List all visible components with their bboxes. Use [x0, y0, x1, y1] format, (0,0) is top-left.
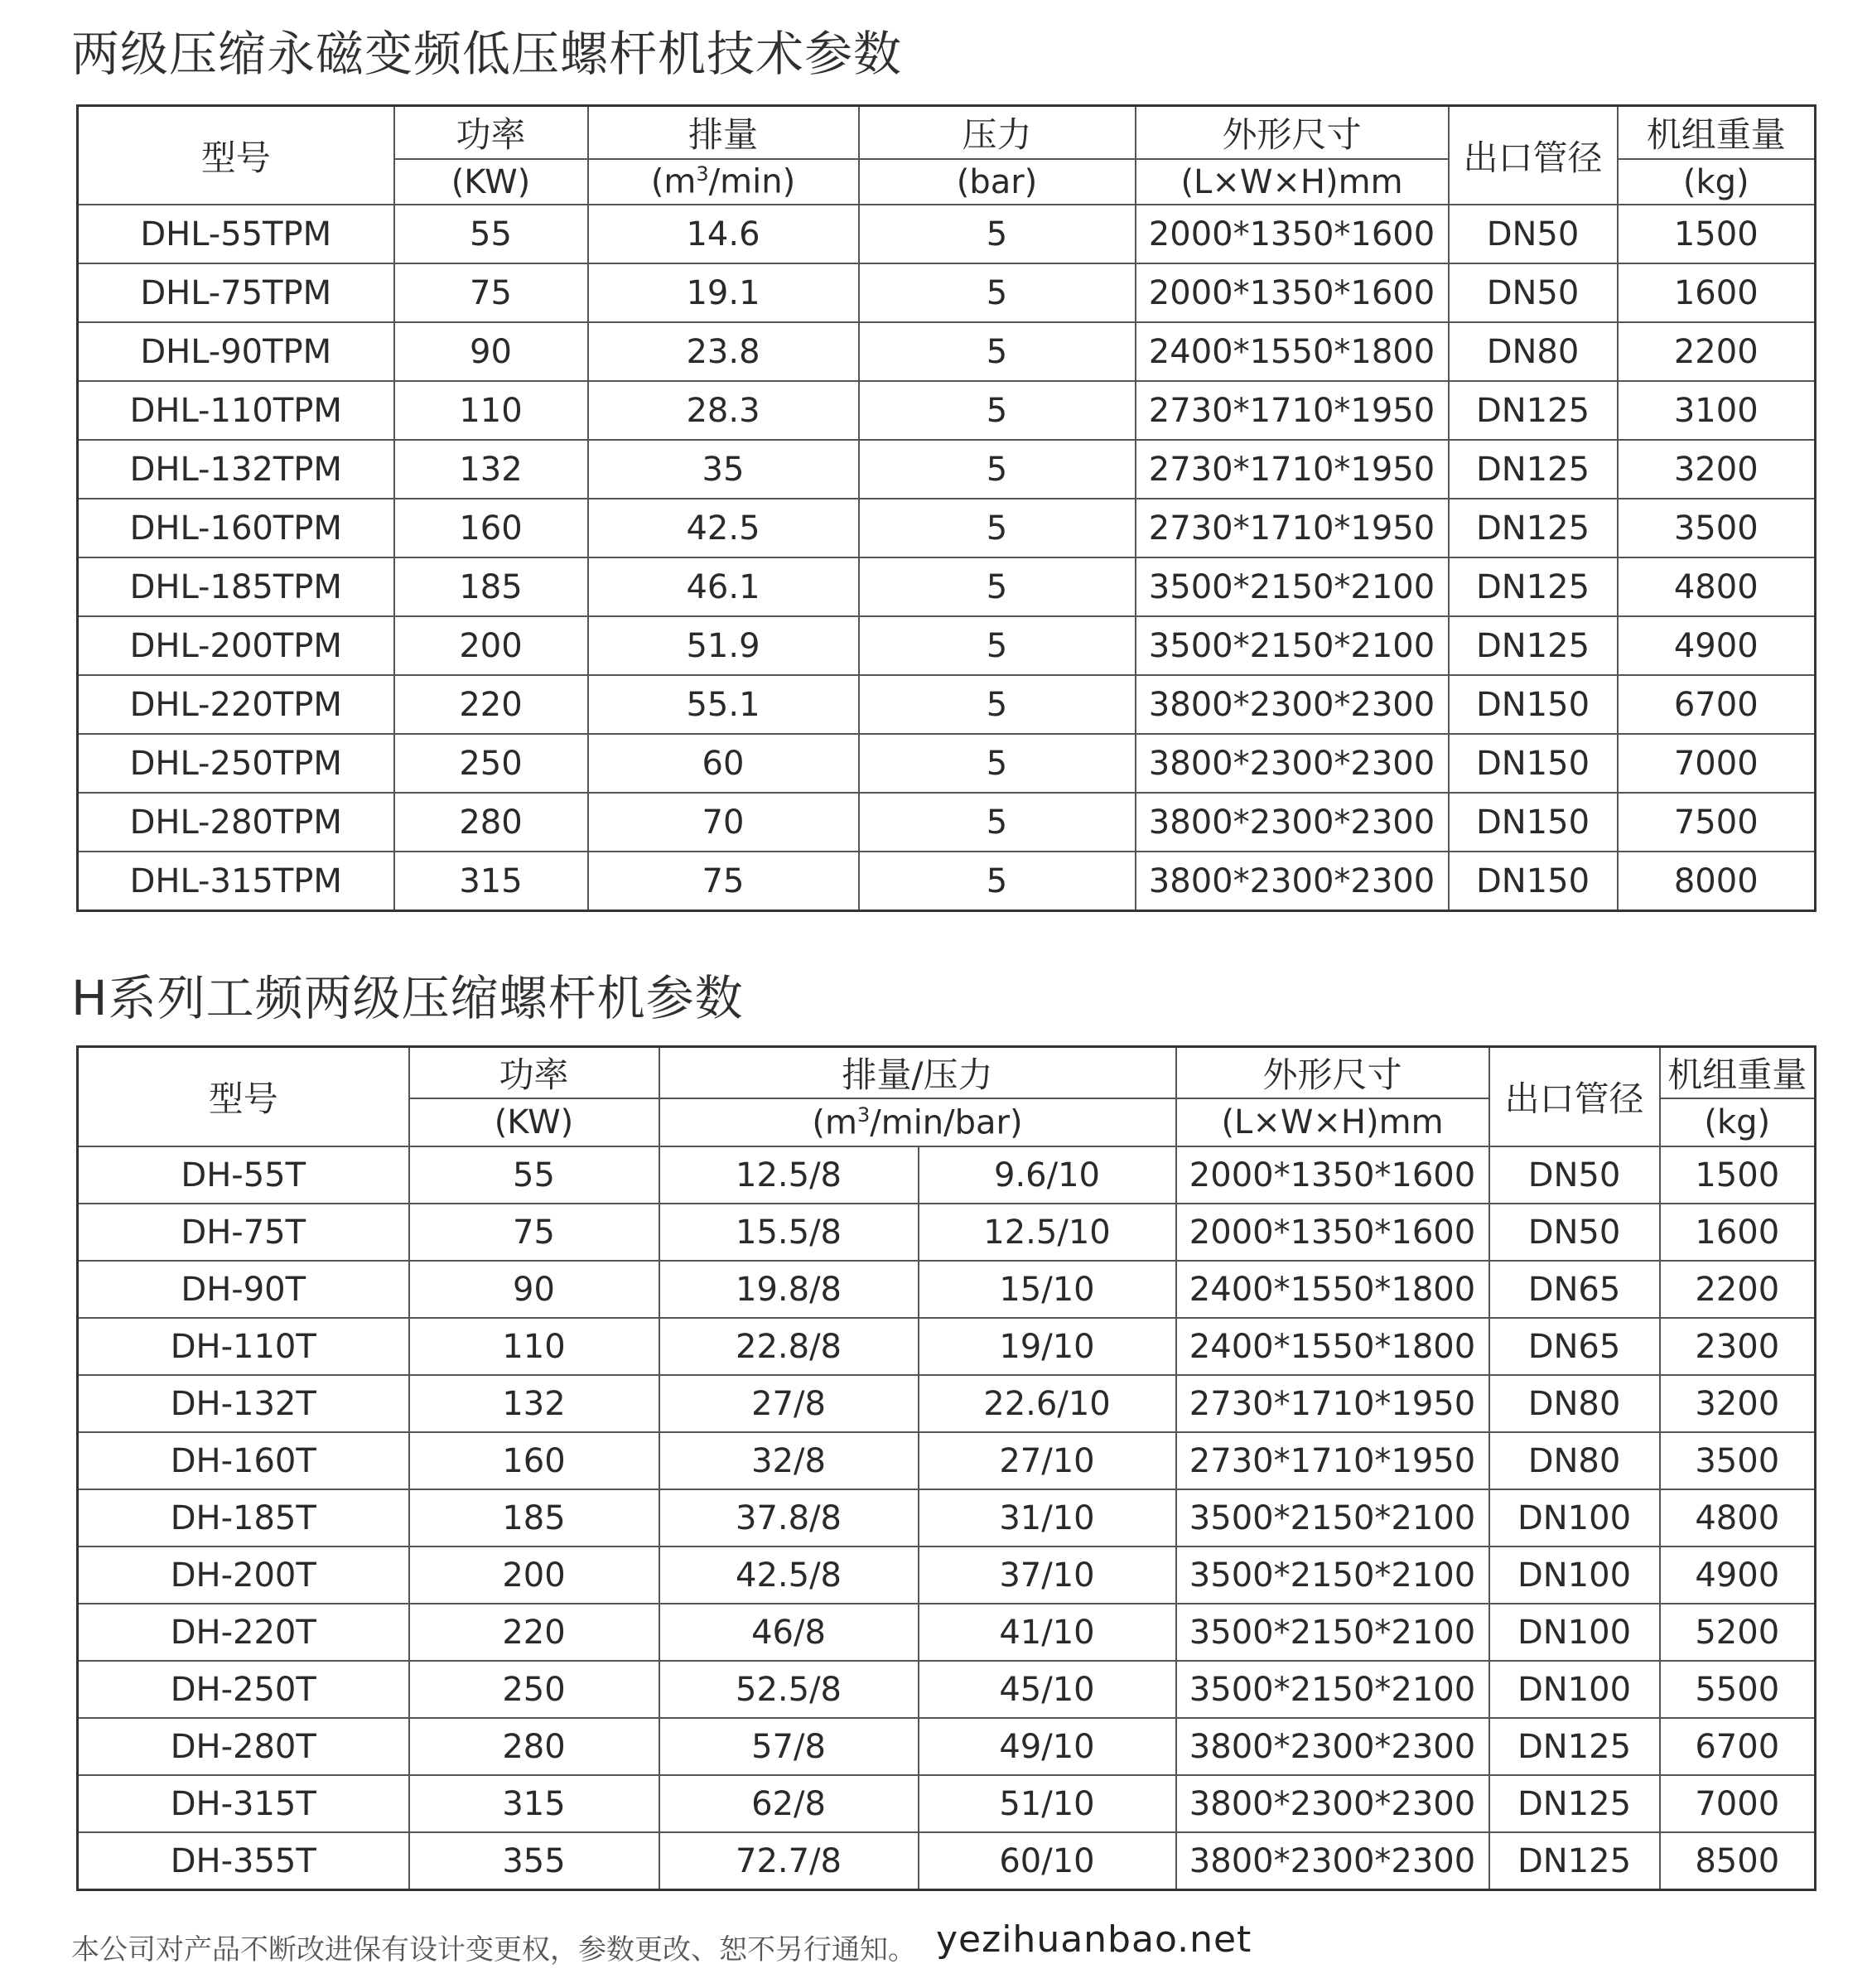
cell-outlet: DN80: [1449, 322, 1618, 381]
table-row: [78, 557, 1816, 616]
table-row: [78, 1432, 1816, 1489]
table-row: [78, 381, 1816, 440]
table-row: [78, 440, 1816, 499]
cell-model: DH-110T: [78, 1318, 409, 1375]
cell-flow: 42.5: [588, 499, 859, 557]
cell-pressure: 5: [859, 557, 1136, 616]
cell-power: 75: [394, 263, 588, 322]
cell-power: 185: [394, 557, 588, 616]
table-row: [78, 793, 1816, 852]
cell-outlet: DN125: [1489, 1775, 1660, 1832]
table1-body: [78, 205, 1816, 911]
cell-model: DHL-280TPM: [78, 793, 394, 852]
cell-weight: 2200: [1660, 1261, 1816, 1318]
cell-weight: 5200: [1660, 1604, 1816, 1661]
table1-title: 两级压缩永磁变频低压螺杆机技术参数: [71, 26, 903, 82]
cell-weight: 4800: [1660, 1489, 1816, 1546]
cell-power: 132: [394, 440, 588, 499]
header-flow-unit: $(m^3/\min)$: [588, 159, 859, 205]
header-power: 功率: [394, 106, 588, 160]
cell-outlet: DN100: [1489, 1604, 1660, 1661]
cell-pressure: 5: [859, 440, 1136, 499]
table2-title: H系列工频两级压缩螺杆机参数: [71, 970, 744, 1026]
cell-power: 220: [394, 675, 588, 734]
cell-outlet: DN150: [1449, 734, 1618, 793]
table2-body: [78, 1146, 1816, 1890]
header-flow: 排量: [588, 106, 859, 160]
cell-model: DH-55T: [78, 1146, 409, 1204]
cell-flow: 62/8: [659, 1775, 919, 1832]
cell-pressure: 5: [859, 793, 1136, 852]
cell-model: DH-90T: [78, 1261, 409, 1318]
cell-dims: 3500*2150*2100: [1176, 1604, 1489, 1661]
cell-model: DHL-75TPM: [78, 263, 394, 322]
cell-model: DH-355T: [78, 1832, 409, 1890]
cell-outlet: DN50: [1489, 1146, 1660, 1204]
cell-dims: 3800*2300*2300: [1136, 852, 1449, 911]
cell-dims: 3500*2150*2100: [1136, 616, 1449, 675]
cell-pressure: 5: [859, 205, 1136, 263]
header-model: 型号: [78, 106, 394, 205]
cell-dims: 3500*2150*2100: [1136, 557, 1449, 616]
cell-dims: 3800*2300*2300: [1136, 734, 1449, 793]
header-dims: 外形尺寸: [1176, 1047, 1489, 1099]
cell-weight: 8500: [1660, 1832, 1816, 1890]
table-row: [78, 1718, 1816, 1775]
cell-flow: 19.8/8: [659, 1261, 919, 1318]
table-row: [78, 1261, 1816, 1318]
cell-pressure: 5: [859, 852, 1136, 911]
cell-power: 90: [409, 1261, 659, 1318]
cell-pressure: 5: [859, 734, 1136, 793]
cell-flow: 52.5/8: [659, 1661, 919, 1718]
cell-outlet: DN50: [1449, 205, 1618, 263]
cell-weight: 7500: [1618, 793, 1816, 852]
cell-power: 132: [409, 1375, 659, 1432]
cell-outlet: DN125: [1489, 1832, 1660, 1890]
cell-flow: 37.8/8: [659, 1489, 919, 1546]
table-row: [78, 852, 1816, 911]
cell-weight: 6700: [1618, 675, 1816, 734]
cell-dims: 2730*1710*1950: [1176, 1432, 1489, 1489]
cell-model: DH-220T: [78, 1604, 409, 1661]
cell-outlet: DN125: [1449, 616, 1618, 675]
cell-pressure: 12.5/10: [919, 1204, 1176, 1261]
cell-weight: 3200: [1660, 1375, 1816, 1432]
header-power-unit: (KW): [409, 1098, 659, 1146]
table-row: [78, 1546, 1816, 1604]
cell-flow: 19.1: [588, 263, 859, 322]
cell-weight: 3200: [1618, 440, 1816, 499]
cell-power: 160: [409, 1432, 659, 1489]
header-pressure-unit: (bar): [859, 159, 1136, 205]
cell-power: 55: [409, 1146, 659, 1204]
header-flow-pressure: 排量/压力: [659, 1047, 1176, 1099]
table-row: [78, 1318, 1816, 1375]
cell-dims: 2400*1550*1800: [1176, 1261, 1489, 1318]
cell-pressure: 22.6/10: [919, 1375, 1176, 1432]
cell-model: DH-75T: [78, 1204, 409, 1261]
cell-dims: 2730*1710*1950: [1136, 499, 1449, 557]
table-row: [78, 616, 1816, 675]
spec-table-permanent-magnet: [76, 104, 1817, 912]
cell-pressure: 5: [859, 675, 1136, 734]
cell-model: DH-200T: [78, 1546, 409, 1604]
cell-power: 160: [394, 499, 588, 557]
cell-model: DHL-110TPM: [78, 381, 394, 440]
table-row: [78, 1604, 1816, 1661]
cell-model: DHL-250TPM: [78, 734, 394, 793]
table-row: [78, 205, 1816, 263]
cell-power: 250: [394, 734, 588, 793]
cell-power: 315: [409, 1775, 659, 1832]
cell-outlet: DN150: [1449, 675, 1618, 734]
cell-pressure: 41/10: [919, 1604, 1176, 1661]
header-outlet: 出口管径: [1489, 1047, 1660, 1147]
cell-weight: 7000: [1618, 734, 1816, 793]
table-row: [78, 1204, 1816, 1261]
cell-weight: 7000: [1660, 1775, 1816, 1832]
cell-flow: 60: [588, 734, 859, 793]
cell-dims: 3800*2300*2300: [1176, 1718, 1489, 1775]
table-row: [78, 1146, 1816, 1204]
cell-flow: 51.9: [588, 616, 859, 675]
cell-power: 200: [409, 1546, 659, 1604]
cell-power: 355: [409, 1832, 659, 1890]
cell-power: 315: [394, 852, 588, 911]
cell-weight: 2200: [1618, 322, 1816, 381]
cell-power: 110: [409, 1318, 659, 1375]
cell-outlet: DN125: [1489, 1718, 1660, 1775]
cell-dims: 2730*1710*1950: [1176, 1375, 1489, 1432]
table-row: [78, 1661, 1816, 1718]
cell-outlet: DN150: [1449, 793, 1618, 852]
cell-pressure: 5: [859, 499, 1136, 557]
cell-pressure: 15/10: [919, 1261, 1176, 1318]
cell-model: DH-160T: [78, 1432, 409, 1489]
cell-outlet: DN150: [1449, 852, 1618, 911]
cell-power: 280: [409, 1718, 659, 1775]
cell-flow: 72.7/8: [659, 1832, 919, 1890]
header-weight-unit: (kg): [1618, 159, 1816, 205]
cell-pressure: 9.6/10: [919, 1146, 1176, 1204]
cell-dims: 2000*1350*1600: [1136, 205, 1449, 263]
cell-pressure: 5: [859, 263, 1136, 322]
cell-dims: 3500*2150*2100: [1176, 1489, 1489, 1546]
cell-outlet: DN125: [1449, 440, 1618, 499]
cell-power: 90: [394, 322, 588, 381]
cell-outlet: DN50: [1449, 263, 1618, 322]
header-power: 功率: [409, 1047, 659, 1099]
cell-flow: 23.8: [588, 322, 859, 381]
cell-dims: 2000*1350*1600: [1176, 1204, 1489, 1261]
header-model: 型号: [78, 1047, 409, 1147]
header-outlet: 出口管径: [1449, 106, 1618, 205]
cell-model: DH-280T: [78, 1718, 409, 1775]
cell-dims: 3800*2300*2300: [1176, 1775, 1489, 1832]
cell-dims: 2400*1550*1800: [1136, 322, 1449, 381]
cell-model: DHL-315TPM: [78, 852, 394, 911]
cell-power: 250: [409, 1661, 659, 1718]
cell-dims: 2730*1710*1950: [1136, 381, 1449, 440]
cell-outlet: DN100: [1489, 1661, 1660, 1718]
header-weight: 机组重量: [1618, 106, 1816, 160]
cell-weight: 1600: [1660, 1204, 1816, 1261]
cell-weight: 3500: [1618, 499, 1816, 557]
cell-flow: 75: [588, 852, 859, 911]
cell-weight: 4900: [1660, 1546, 1816, 1604]
table-row: [78, 1375, 1816, 1432]
header-pressure: 压力: [859, 106, 1136, 160]
cell-outlet: DN125: [1449, 381, 1618, 440]
cell-weight: 1600: [1618, 263, 1816, 322]
cell-weight: 3100: [1618, 381, 1816, 440]
cell-model: DH-132T: [78, 1375, 409, 1432]
cell-outlet: DN100: [1489, 1489, 1660, 1546]
cell-outlet: DN125: [1449, 557, 1618, 616]
cell-model: DHL-132TPM: [78, 440, 394, 499]
table-row: [78, 675, 1816, 734]
cell-power: 280: [394, 793, 588, 852]
cell-weight: 2300: [1660, 1318, 1816, 1375]
header-weight-unit: (kg): [1660, 1098, 1816, 1146]
website-watermark: yezihuanbao.net: [936, 1918, 1252, 1961]
cell-flow: 57/8: [659, 1718, 919, 1775]
cell-dims: 3800*2300*2300: [1136, 793, 1449, 852]
cell-power: 220: [409, 1604, 659, 1661]
header-dims: 外形尺寸: [1136, 106, 1449, 160]
cell-dims: 2730*1710*1950: [1136, 440, 1449, 499]
header-power-unit: (KW): [394, 159, 588, 205]
cell-flow: 35: [588, 440, 859, 499]
cell-pressure: 5: [859, 616, 1136, 675]
cell-power: 185: [409, 1489, 659, 1546]
cell-weight: 1500: [1660, 1146, 1816, 1204]
cell-dims: 3800*2300*2300: [1176, 1832, 1489, 1890]
spec-table-h-series: [76, 1045, 1817, 1891]
cell-pressure: 27/10: [919, 1432, 1176, 1489]
cell-power: 55: [394, 205, 588, 263]
cell-model: DH-185T: [78, 1489, 409, 1546]
cell-flow: 12.5/8: [659, 1146, 919, 1204]
cell-model: DHL-220TPM: [78, 675, 394, 734]
cell-outlet: DN125: [1449, 499, 1618, 557]
cell-model: DH-250T: [78, 1661, 409, 1718]
cell-pressure: 5: [859, 381, 1136, 440]
cell-outlet: DN80: [1489, 1432, 1660, 1489]
cell-pressure: 45/10: [919, 1661, 1176, 1718]
cell-pressure: 51/10: [919, 1775, 1176, 1832]
table-row: [78, 1489, 1816, 1546]
cell-flow: 27/8: [659, 1375, 919, 1432]
cell-weight: 5500: [1660, 1661, 1816, 1718]
cell-model: DHL-200TPM: [78, 616, 394, 675]
cell-flow: 28.3: [588, 381, 859, 440]
cell-pressure: 19/10: [919, 1318, 1176, 1375]
table-row: [78, 1775, 1816, 1832]
cell-weight: 1500: [1618, 205, 1816, 263]
header-dims-unit: (L×W×H)mm: [1136, 159, 1449, 205]
table-row: [78, 263, 1816, 322]
cell-outlet: DN50: [1489, 1204, 1660, 1261]
cell-dims: 3500*2150*2100: [1176, 1546, 1489, 1604]
header-flow-unit: $(m^3/\min/bar)$: [659, 1098, 1176, 1146]
cell-pressure: 60/10: [919, 1832, 1176, 1890]
cell-pressure: 49/10: [919, 1718, 1176, 1775]
cell-pressure: 37/10: [919, 1546, 1176, 1604]
cell-flow: 32/8: [659, 1432, 919, 1489]
cell-outlet: DN80: [1489, 1375, 1660, 1432]
cell-flow: 46.1: [588, 557, 859, 616]
cell-model: DHL-160TPM: [78, 499, 394, 557]
cell-flow: 46/8: [659, 1604, 919, 1661]
cell-power: 200: [394, 616, 588, 675]
cell-power: 110: [394, 381, 588, 440]
cell-flow: 15.5/8: [659, 1204, 919, 1261]
cell-model: DHL-90TPM: [78, 322, 394, 381]
cell-dims: 2000*1350*1600: [1176, 1146, 1489, 1204]
cell-weight: 8000: [1618, 852, 1816, 911]
disclaimer-note: 本公司对产品不断改进保有设计变更权，参数更改、恕不另行通知。: [71, 1933, 916, 1966]
header-dims-unit: (L×W×H)mm: [1176, 1098, 1489, 1146]
cell-dims: 3800*2300*2300: [1136, 675, 1449, 734]
cell-weight: 6700: [1660, 1718, 1816, 1775]
cell-outlet: DN100: [1489, 1546, 1660, 1604]
cell-flow: 14.6: [588, 205, 859, 263]
table-row: [78, 322, 1816, 381]
cell-model: DHL-55TPM: [78, 205, 394, 263]
cell-flow: 70: [588, 793, 859, 852]
cell-outlet: DN65: [1489, 1261, 1660, 1318]
cell-weight: 3500: [1660, 1432, 1816, 1489]
table-row: [78, 499, 1816, 557]
cell-pressure: 5: [859, 322, 1136, 381]
cell-flow: 42.5/8: [659, 1546, 919, 1604]
cell-dims: 2000*1350*1600: [1136, 263, 1449, 322]
cell-flow: 55.1: [588, 675, 859, 734]
cell-flow: 22.8/8: [659, 1318, 919, 1375]
cell-weight: 4800: [1618, 557, 1816, 616]
cell-model: DH-315T: [78, 1775, 409, 1832]
table-row: [78, 1832, 1816, 1890]
cell-power: 75: [409, 1204, 659, 1261]
cell-dims: 3500*2150*2100: [1176, 1661, 1489, 1718]
cell-weight: 4900: [1618, 616, 1816, 675]
table-row: [78, 734, 1816, 793]
cell-pressure: 31/10: [919, 1489, 1176, 1546]
cell-dims: 2400*1550*1800: [1176, 1318, 1489, 1375]
cell-model: DHL-185TPM: [78, 557, 394, 616]
cell-outlet: DN65: [1489, 1318, 1660, 1375]
header-weight: 机组重量: [1660, 1047, 1816, 1099]
